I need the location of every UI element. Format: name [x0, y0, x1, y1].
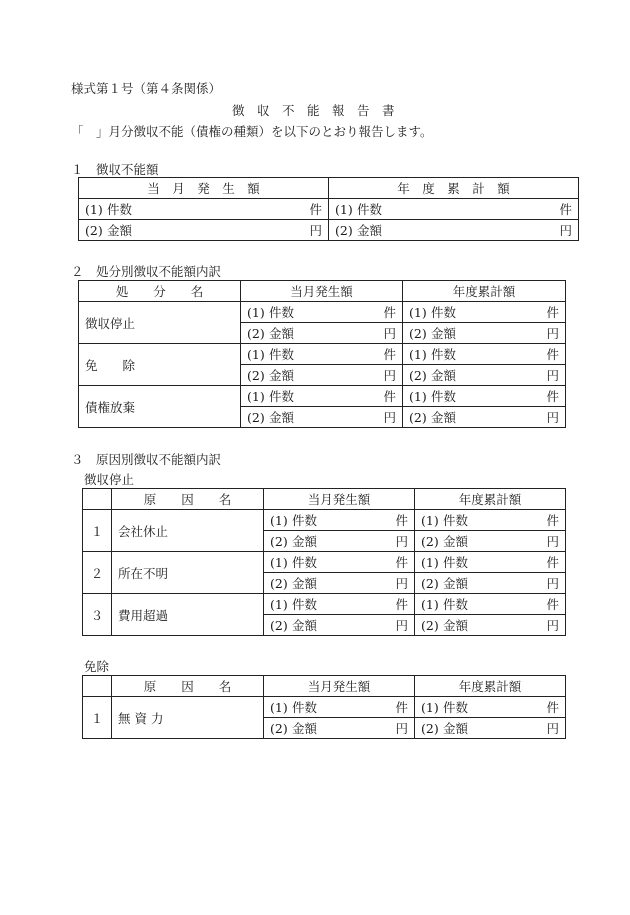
table-row: (2) 金額 円 (2) 金額 円: [79, 323, 566, 344]
page-title: 徴 収 不 能 報 告 書: [232, 103, 395, 118]
intro-text: 「 」月分徴収不能（債権の種類）を以下のとおり報告します。: [71, 124, 433, 139]
section1-annual-count: (1) 件数 件: [329, 199, 579, 220]
table-row: 徴収停止 (1) 件数 件 (1) 件数 件: [79, 302, 566, 323]
table-row: 債権放棄 (1) 件数 件 (1) 件数 件: [79, 386, 566, 407]
table-row: (2) 金額 円 (2) 金額 円: [83, 531, 566, 552]
table-row: (2) 金額 円 (2) 金額 円: [83, 573, 566, 594]
section1-row-amount: [79, 220, 579, 241]
section2-item-name: 債権放棄: [79, 386, 241, 428]
section2-item-name: 免 除: [79, 344, 241, 386]
section1-current-amount: (2) 金額 円: [79, 220, 329, 241]
table-row: (2) 金額 円 (2) 金額 円: [79, 365, 566, 386]
section2-header-annual: 年度累計額: [403, 281, 566, 302]
section2-heading: ２ 処分別徴収不能額内訳: [71, 264, 222, 279]
item-number: １: [83, 510, 112, 552]
section1-annual-amount: (2) 金額 円: [329, 220, 579, 241]
section3-sub-stop: 徴収停止: [84, 472, 135, 487]
section3-exempt-table: [82, 675, 566, 739]
item-number: １: [83, 697, 112, 739]
table-row: １ 無 資 力 (1) 件数 件 (1) 件数 件: [83, 697, 566, 718]
form-number: 様式第１号（第４条関係）: [71, 81, 222, 96]
section1-header-annual: 年 度 累 計 額: [329, 178, 579, 199]
section3-header-current: 当月発生額: [264, 489, 415, 510]
section3-header-name: 原 因 名: [112, 489, 264, 510]
item-name: 会社休止: [112, 510, 264, 552]
section2-item-name: 徴収停止: [79, 302, 241, 344]
table-row: (2) 金額 円 (2) 金額 円: [83, 718, 566, 739]
section1-current-count: (1) 件数 件: [79, 199, 329, 220]
section1-table: [78, 177, 579, 241]
section1-heading: １ 徴収不能額: [71, 162, 159, 177]
item-number: ３: [83, 594, 112, 636]
section3-header-annual: 年度累計額: [415, 676, 566, 697]
section3-sub-exempt: 免除: [84, 659, 110, 674]
section3-header-current: 当月発生額: [264, 676, 415, 697]
table-row: (2) 金額 円 (2) 金額 円: [79, 407, 566, 428]
section2-table: [78, 280, 566, 428]
section3-header-annual: 年度累計額: [415, 489, 566, 510]
section2-header-current: 当月発生額: [241, 281, 403, 302]
item-name: 費用超過: [112, 594, 264, 636]
section2-header-name: 処 分 名: [79, 281, 241, 302]
table-row: 免 除 (1) 件数 件 (1) 件数 件: [79, 344, 566, 365]
table-row: ２ 所在不明 (1) 件数 件 (1) 件数 件: [83, 552, 566, 573]
section3-stop-table: [82, 488, 566, 636]
section1-header-current: 当 月 発 生 額: [79, 178, 329, 199]
table-row: (2) 金額 円 (2) 金額 円: [83, 615, 566, 636]
section1-row-count: [79, 199, 579, 220]
item-number: ２: [83, 552, 112, 594]
table-row: ３ 費用超過 (1) 件数 件 (1) 件数 件: [83, 594, 566, 615]
section3-header-name: 原 因 名: [112, 676, 264, 697]
section3-heading: ３ 原因別徴収不能額内訳: [71, 452, 222, 467]
item-name: 所在不明: [112, 552, 264, 594]
item-name: 無 資 力: [112, 697, 264, 739]
table-row: １ 会社休止 (1) 件数 件 (1) 件数 件: [83, 510, 566, 531]
